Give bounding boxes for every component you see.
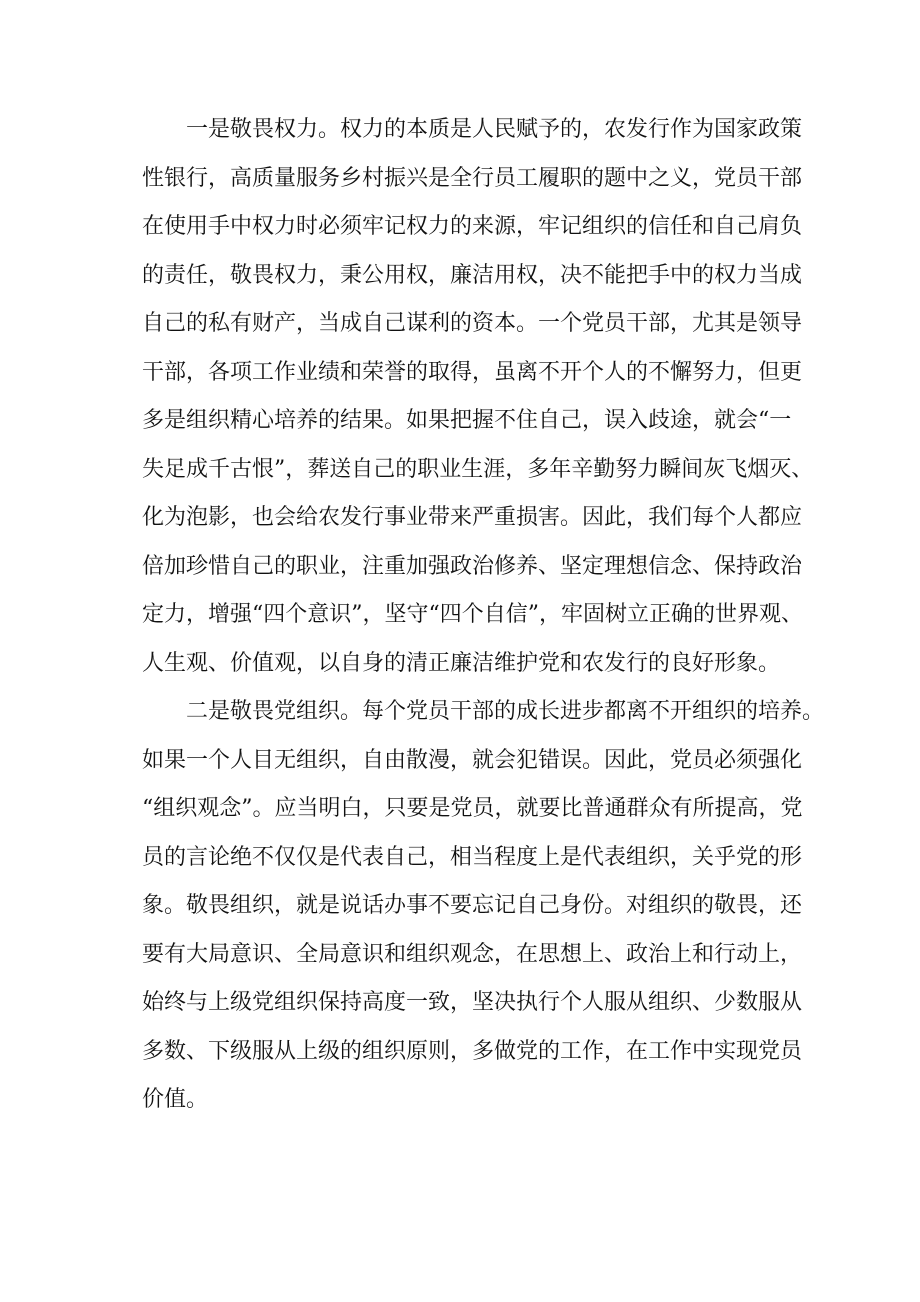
text-line: 失足成千古恨”，葬送自己的职业生涯，多年辛勤努力瞬间灰飞烟灭、: [142, 456, 814, 482]
text-line: 价值。: [142, 1087, 209, 1112]
text-line: 在使用手中权力时必须牢记权力的来源，牢记组织的信任和自己肩负: [142, 214, 803, 239]
text-line: 自己的私有财产，当成自己谋利的资本。一个党员干部，尤其是领导: [142, 311, 803, 336]
text-line: 多数、下级服从上级的组织原则，多做党的工作，在工作中实现党员: [142, 1038, 803, 1064]
text-line: 一是敬畏权力。权力的本质是人民赋予的，农发行作为国家政策: [186, 117, 803, 142]
text-line: 二是敬畏党组织。每个党员干部的成长进步都离不开组织的培养。: [186, 699, 825, 724]
text-line: 化为泡影，也会给农发行事业带来严重损害。因此，我们每个人都应: [142, 505, 803, 530]
text-line: 多是组织精心培养的结果。如果把握不住自己，误入歧途，就会“一: [142, 408, 792, 433]
text-line: 始终与上级党组织保持高度一致，坚决执行个人服从组织、少数服从: [142, 990, 803, 1015]
text-line: 象。敬畏组织，就是说话办事不要忘记自己身份。对组织的敬畏，还: [142, 893, 803, 918]
paragraph-respect-power: [142, 106, 814, 688]
text-line: 性银行，高质量服务乡村振兴是全行员工履职的题中之义，党员干部: [142, 165, 803, 191]
text-line: 干部，各项工作业绩和荣誉的取得，虽离不开个人的不懈努力，但更: [142, 359, 803, 385]
document-body: [142, 106, 825, 1125]
text-line: “组织观念”。应当明白，只要是党员，就要比普通群众有所提高，党: [142, 796, 803, 821]
text-line: 如果一个人目无组织，自由散漫，就会犯错误。因此，党员必须强化: [142, 747, 803, 773]
text-line: 倍加珍惜自己的职业，注重加强政治修养、坚定理想信念、保持政治: [142, 553, 803, 579]
text-line: 人生观、价值观，以自身的清正廉洁维护党和农发行的良好形象。: [142, 650, 781, 676]
text-line: 要有大局意识、全局意识和组织观念，在思想上、政治上和行动上，: [142, 941, 803, 967]
text-line: 定力，增强“四个意识”，坚守“四个自信”，牢固树立正确的世界观、: [142, 602, 803, 627]
paragraph-respect-party-organization: [142, 688, 825, 1125]
text-line: 的责任，敬畏权力，秉公用权，廉洁用权，决不能把手中的权力当成: [142, 262, 803, 288]
text-line: 员的言论绝不仅仅是代表自己，相当程度上是代表组织，关乎党的形: [142, 844, 803, 870]
